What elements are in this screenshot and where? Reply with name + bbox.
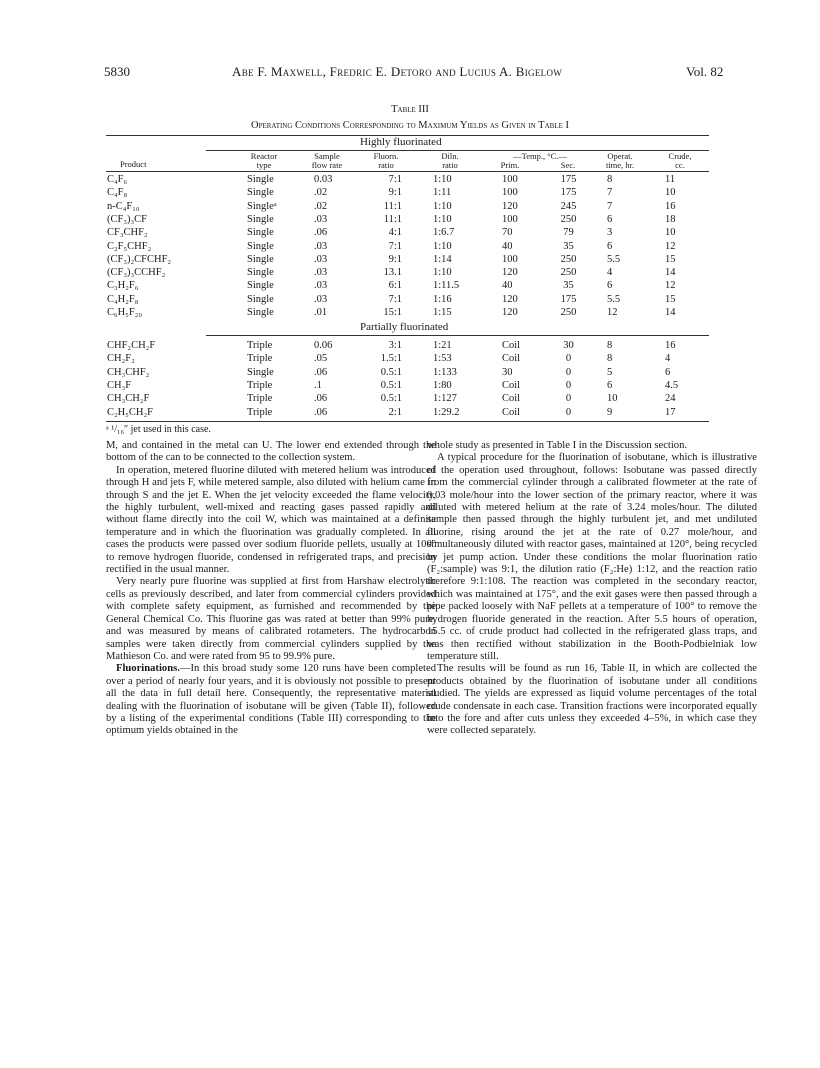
cell-operat-time: 8: [607, 340, 613, 351]
col-header-product: Product: [120, 159, 147, 169]
cell-diln-ratio: 1:11.5: [433, 280, 460, 292]
right-paragraph-3: The results will be found as run 16, Table II, in which are collected the products obtained by the fluorination of isobutane under all conditions studied. The yields are expressed as liquid volume percentages of the total crude condensate in each case. Transition fractions were incorporated equally into the fore and after cuts unless they exceeded 4–5%, in which case they were collected separately.: [427, 663, 757, 737]
col-header-diln-2: ratio: [442, 160, 458, 170]
cell-operat-time: 6: [607, 213, 613, 225]
cell-diln-ratio: 1:11: [433, 187, 452, 199]
cell-product: (CF₃)₃CF: [107, 213, 148, 225]
cell-fluorn-ratio: 7:1: [388, 240, 402, 252]
cell-operat-time: 6: [607, 280, 613, 292]
table-row: [0, 254, 820, 266]
cell-sample-flow-rate: 0.03: [314, 174, 333, 185]
cell-sample-flow-rate: .03: [314, 253, 328, 265]
col-header-reactor: [242, 152, 286, 170]
cell-sample-flow-rate: .02: [314, 200, 328, 212]
cell-sample-flow-rate: .06: [314, 393, 328, 405]
cell-diln-ratio: 1:15: [433, 307, 452, 318]
cell-sample-flow-rate: .1: [314, 379, 322, 391]
cell-fluorn-ratio: 7:1: [388, 293, 402, 305]
table-row: [0, 340, 820, 352]
cell-temp-sec: 0: [565, 353, 572, 365]
cell-reactor-type: Single: [247, 187, 274, 199]
col-header-temp-label: —Temp., °C.—: [513, 151, 567, 161]
page-number: 5830: [104, 64, 130, 79]
table-row: [0, 353, 820, 365]
cell-reactor-type: Single: [247, 240, 274, 252]
cell-reactor-type: Triple: [247, 340, 273, 351]
cell-temp-prim: 70: [502, 227, 513, 239]
cell-reactor-type: Triple: [247, 353, 273, 365]
cell-operat-time: 8: [607, 353, 613, 365]
cell-reactor-type: Single: [247, 227, 274, 239]
cell-operat-time: 5: [607, 366, 613, 378]
cell-crude: 18: [665, 213, 676, 225]
cell-diln-ratio: 1:10: [433, 213, 452, 225]
table-row: [0, 307, 820, 319]
cell-product: (CF₃)₃CCHF₂: [107, 267, 166, 279]
cell-crude: 11: [665, 174, 676, 185]
cell-crude: 4.5: [665, 379, 679, 391]
cell-temp-sec: 0: [565, 379, 572, 391]
cell-reactor-type: Single: [247, 366, 274, 378]
cell-fluorn-ratio: 11:1: [383, 213, 402, 225]
right-column: [427, 440, 757, 738]
cell-reactor-type: Single: [247, 253, 274, 265]
cell-temp-sec: 0: [565, 393, 572, 405]
cell-temp-prim: 40: [502, 280, 513, 292]
right-paragraph-2: A typical procedure for the fluorination of isobutane, which is illustrative of the operation used throughout, follows: Isobutane was passed directly from the commercial cylinder through a calibrated flowmeter at the rate of 0.03 mole/hour into the lower section of the primary reactor, where it was diluted with metered helium at the rate of 3.24 moles/hour. The diluted sample then passed through the highly turbulent jet, and met undiluted fluorine, rising around the jet at the rate of 0.27 mole/hour, and simultaneously diluted with reactor gases, maintained at 120°, being recycled by jet pump action. Under these conditions the molar fluorination ratio (F₂:sample) was 9:1, the dilution ratio (F₂:He) 1:12, and the reaction ratio therefore 9:1:108. The reaction was completed in the secondary reactor, which was maintained at 175°, and the exit gases were then passed through a pipe packed loosely with NaF pellets at a temperature of 100° to remove the hydrogen fluoride generated in the reaction. After 5.5 hours of operation, 15.5 cc. of crude product had collected in the refrigerated glass traps, and was then rectified without stabilization in the Booth-Podbielniak low temperature still.: [427, 452, 757, 662]
cell-temp-prim: 120: [502, 267, 518, 279]
cell-temp-sec: 35: [563, 280, 574, 292]
cell-product: CH₃CHF₂: [107, 366, 150, 378]
cell-operat-time: 10: [607, 393, 618, 405]
col-header-reactor-2: type: [256, 160, 272, 170]
cell-crude: 12: [665, 280, 676, 292]
cell-diln-ratio: 1:6.7: [433, 227, 455, 239]
cell-sample-flow-rate: .03: [314, 240, 328, 252]
cell-operat-time: 6: [607, 240, 613, 252]
cell-reactor-type: Single: [247, 307, 274, 318]
cell-temp-sec: 250: [560, 213, 577, 225]
running-head: Abe F. Maxwell, Fredric E. Detoro and Lucius A. Bigelow: [232, 64, 563, 79]
cell-temp-sec: 0: [565, 366, 572, 378]
table-partial-rule: [206, 335, 709, 336]
cell-crude: 4: [665, 353, 671, 365]
cell-crude: 10: [665, 187, 676, 199]
cell-temp-prim: Coil: [502, 353, 521, 365]
cell-product: n-C₄F₁₀: [107, 200, 140, 212]
table-row: [0, 214, 820, 226]
cell-operat-time: 9: [607, 406, 613, 418]
cell-product: CHF₂CH₂F: [107, 340, 156, 351]
cell-temp-prim: Coil: [502, 406, 521, 418]
col-header-reactor-1: Reactor: [250, 151, 278, 161]
cell-reactor-type: Single: [247, 174, 274, 185]
col-header-operat-2: time, hr.: [605, 160, 635, 170]
col-header-sample: [302, 152, 352, 170]
section-heading-fluorinations: Fluorinations.: [116, 663, 180, 675]
cell-crude: 24: [665, 393, 676, 405]
cell-temp-sec: 250: [560, 307, 577, 318]
cell-temp-prim: 100: [502, 174, 518, 185]
cell-sample-flow-rate: .03: [314, 267, 328, 279]
cell-product: (CF₃)₂CFCHF₂: [107, 253, 172, 265]
cell-sample-flow-rate: .03: [314, 213, 328, 225]
col-header-diln-1: Diln.: [441, 151, 459, 161]
cell-diln-ratio: 1:16: [433, 293, 452, 305]
cell-fluorn-ratio: 13.1: [383, 267, 402, 279]
table-header-bottom-rule: [106, 171, 709, 172]
cell-crude: 12: [665, 240, 676, 252]
cell-product: C₄F₈: [107, 187, 128, 199]
cell-crude: 15: [665, 253, 676, 265]
table-row: [0, 393, 820, 405]
table-row: [0, 380, 820, 392]
cell-temp-prim: 120: [502, 307, 518, 318]
cell-fluorn-ratio: 0.5:1: [380, 366, 402, 378]
cell-diln-ratio: 1:21: [433, 340, 452, 351]
cell-temp-prim: 100: [502, 253, 518, 265]
cell-product: C₂F₅CHF₂: [107, 240, 152, 252]
cell-operat-time: 8: [607, 174, 613, 185]
cell-fluorn-ratio: 4:1: [388, 227, 402, 239]
cell-temp-prim: 30: [502, 366, 513, 378]
cell-crude: 6: [665, 366, 671, 378]
col-header-fluorn-2: ratio: [378, 160, 394, 170]
col-header-fluorn: [364, 152, 408, 170]
cell-crude: 16: [665, 340, 676, 351]
cell-crude: 17: [665, 406, 676, 418]
cell-fluorn-ratio: 6:1: [388, 280, 402, 292]
cell-diln-ratio: 1:80: [433, 379, 452, 391]
table-row: [0, 174, 820, 186]
cell-fluorn-ratio: 9:1: [388, 253, 402, 265]
cell-sample-flow-rate: .02: [314, 187, 328, 199]
cell-temp-prim: 120: [502, 293, 518, 305]
cell-reactor-type: Single: [247, 280, 274, 292]
col-header-diln: [430, 152, 470, 170]
table-footnote: ᵃ ¹/₁₆″ jet used in this case.: [106, 424, 211, 435]
cell-diln-ratio: 1:10: [433, 174, 452, 185]
table-row: [0, 280, 820, 292]
right-paragraph-1: whole study as presented in Table I in the Discussion section.: [427, 440, 688, 451]
cell-temp-prim: 100: [502, 187, 518, 199]
cell-fluorn-ratio: 11:1: [383, 200, 402, 212]
cell-diln-ratio: 1:133: [433, 366, 457, 378]
cell-product: C₂H₅CH₂F: [107, 406, 153, 418]
cell-temp-sec: 0: [565, 406, 572, 418]
cell-product: C₆H₅F₂₀: [107, 307, 143, 318]
cell-crude: 16: [665, 200, 676, 212]
col-header-sec: Sec.: [560, 160, 576, 170]
cell-crude: 15: [665, 293, 676, 305]
cell-reactor-type: Single: [247, 267, 274, 279]
col-header-prim: Prim.: [500, 160, 520, 170]
cell-sample-flow-rate: .05: [314, 353, 328, 365]
cell-temp-sec: 35: [563, 240, 574, 252]
volume-label: Vol. 82: [686, 64, 724, 79]
left-paragraph-1: M, and contained in the metal can U. The lower end extended through the bottom of the can to be connected to the collection system.: [106, 440, 436, 464]
cell-crude: 14: [665, 267, 676, 279]
table-row: [0, 241, 820, 253]
cell-diln-ratio: 1:10: [433, 200, 452, 212]
cell-crude: 10: [665, 227, 676, 239]
cell-operat-time: 5.5: [607, 253, 621, 265]
cell-operat-time: 6: [607, 379, 613, 391]
table-row: [0, 407, 820, 419]
table-row: [0, 201, 820, 213]
cell-temp-prim: Coil: [502, 340, 521, 351]
cell-diln-ratio: 1:10: [433, 240, 452, 252]
cell-diln-ratio: 1:53: [433, 353, 452, 365]
cell-product: C₄F₆: [107, 174, 128, 185]
cell-diln-ratio: 1:29.2: [433, 406, 460, 418]
group-label-highly: Highly fluorinated: [360, 136, 442, 148]
cell-temp-sec: 30: [563, 340, 574, 351]
table-row: [0, 294, 820, 306]
cell-temp-prim: 40: [502, 240, 513, 252]
cell-temp-prim: 100: [502, 213, 518, 225]
cell-reactor-type: Single: [247, 213, 274, 225]
cell-sample-flow-rate: .03: [314, 280, 328, 292]
cell-reactor-type: Single: [247, 293, 274, 305]
table-bottom-rule: [106, 421, 709, 422]
cell-temp-sec: 250: [560, 267, 577, 279]
cell-diln-ratio: 1:14: [433, 253, 452, 265]
col-header-fluorn-1: Fluorn.: [373, 151, 399, 161]
left-column: [106, 440, 436, 738]
table-row: [0, 367, 820, 379]
cell-fluorn-ratio: 0.5:1: [380, 393, 402, 405]
cell-fluorn-ratio: 1.5:1: [380, 353, 402, 365]
cell-sample-flow-rate: .06: [314, 366, 328, 378]
cell-reactor-type: Triple: [247, 393, 273, 405]
left-paragraph-4-text: —In this broad study some 120 runs have been completed over a period of nearly four years, and it is obviously not possible to present all the data in full detail here. Consequently, the representative material dealing with the fluorination of isobutane will be given (Table II), followed by a listing of the experimental conditions (Table III) corresponding to the optimum yields obtained in the: [106, 663, 436, 737]
cell-product: CH₃F: [107, 379, 132, 391]
cell-product: CH₃CH₂F: [107, 393, 150, 405]
col-header-sample-1: Sample: [314, 151, 340, 161]
table-caption: Operating Conditions Corresponding to Maximum Yields as Given in Table I: [251, 120, 569, 131]
table-row: [0, 267, 820, 279]
cell-fluorn-ratio: 2:1: [388, 406, 402, 418]
col-header-operat-1: Operat.: [607, 151, 633, 161]
cell-operat-time: 4: [607, 267, 613, 279]
cell-diln-ratio: 1:10: [433, 267, 452, 279]
left-paragraph-4: [106, 663, 436, 737]
cell-sample-flow-rate: 0.06: [314, 340, 333, 351]
left-paragraph-2: In operation, metered fluorine diluted with metered helium was introduced through H and jets F, while metered sample, also diluted with helium came in through S and the jet E. When the jet velocity exceeded the flame velocity, the highly turbulent, well-mixed and reacting gases passed rapidly and without flame directly into the coil W, which was maintained at a definite temperature and in which the fluorination was gradually completed. In all cases the products were passed over sodium fluoride pellets, usually at 100° to remove hydrogen fluoride, condensed in refrigerated traps, and precision rectified in the usual manner.: [106, 464, 436, 576]
cell-operat-time: 12: [607, 307, 618, 318]
table-row: [0, 187, 820, 199]
cell-product: C₄H₂F₈: [107, 293, 139, 305]
cell-sample-flow-rate: .03: [314, 293, 328, 305]
cell-fluorn-ratio: 0.5:1: [380, 379, 402, 391]
cell-sample-flow-rate: .06: [314, 227, 328, 239]
cell-temp-sec: 175: [560, 174, 577, 185]
cell-operat-time: 3: [607, 227, 613, 239]
cell-product: C₃H₂F₆: [107, 280, 139, 292]
col-header-crude: [660, 152, 700, 170]
cell-fluorn-ratio: 7:1: [388, 174, 402, 185]
cell-sample-flow-rate: .06: [314, 406, 328, 418]
cell-temp-prim: Coil: [502, 379, 521, 391]
cell-diln-ratio: 1:127: [433, 393, 457, 405]
left-paragraph-3: Very nearly pure fluorine was supplied at first from Harshaw electrolytic cells as previously described, and later from commercial cylinders provided with complete safety equipment, as furnished and recommended by the General Chemical Co. This fluorine gas was rated at better than 99% pure, and was measured by means of calibrated rotameters. The hydrocarbon samples were taken directly from commercial cylinders supplied by the Mathieson Co. and were rated from 95 to 99.9% pure.: [106, 576, 436, 662]
cell-fluorn-ratio: 15:1: [383, 307, 402, 318]
cell-fluorn-ratio: 3:1: [388, 340, 402, 351]
group-label-partially: Partially fluorinated: [360, 321, 449, 333]
cell-reactor-type: Singleᵃ: [247, 200, 277, 212]
cell-product: CH₂F₂: [107, 353, 135, 365]
cell-product: CF₃CHF₂: [107, 227, 148, 239]
cell-temp-sec: 250: [560, 253, 577, 265]
cell-operat-time: 5.5: [607, 293, 621, 305]
col-header-sample-2: flow rate: [311, 160, 343, 170]
col-header-operat: [596, 152, 644, 170]
cell-temp-sec: 245: [560, 200, 577, 212]
cell-operat-time: 7: [607, 200, 613, 212]
cell-temp-sec: 175: [560, 187, 577, 199]
cell-crude: 14: [665, 307, 676, 318]
cell-reactor-type: Triple: [247, 379, 273, 391]
cell-fluorn-ratio: 9:1: [388, 187, 402, 199]
cell-reactor-type: Triple: [247, 406, 273, 418]
col-header-crude-1: Crude,: [668, 151, 692, 161]
cell-temp-prim: 120: [502, 200, 518, 212]
cell-temp-sec: 79: [563, 227, 574, 239]
cell-sample-flow-rate: .01: [314, 307, 328, 318]
cell-temp-sec: 175: [560, 293, 577, 305]
table-title: Table III: [391, 104, 429, 115]
cell-operat-time: 7: [607, 187, 613, 199]
cell-temp-prim: Coil: [502, 393, 521, 405]
table-row: [0, 227, 820, 239]
col-header-crude-2: cc.: [675, 160, 685, 170]
